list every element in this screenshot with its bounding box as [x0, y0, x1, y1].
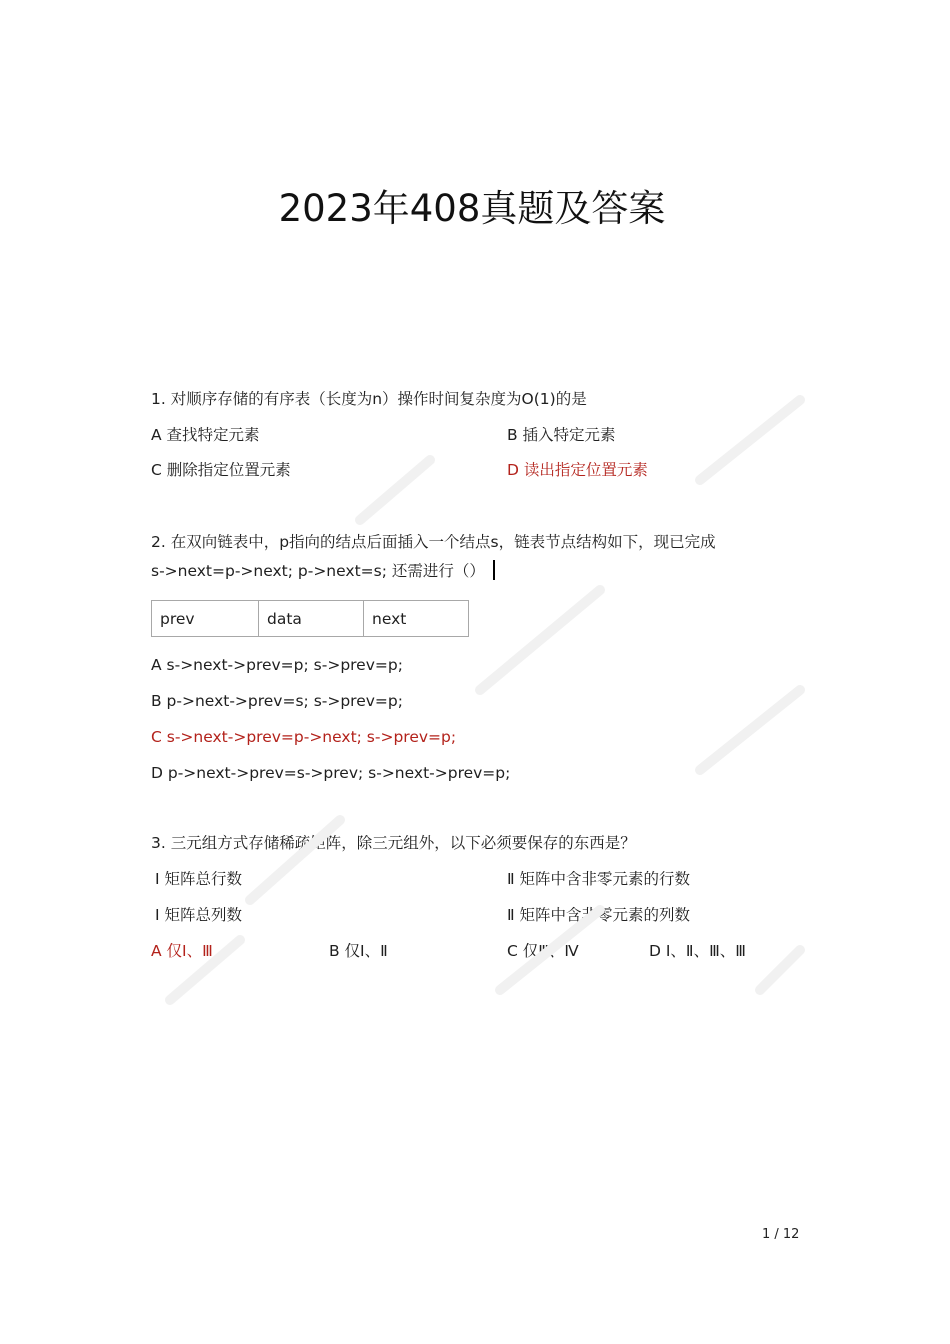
- question-1-option-d-answer: D 读出指定位置元素: [507, 461, 648, 479]
- question-3-option-a-answer: A 仅Ⅰ、Ⅲ: [151, 942, 213, 960]
- question-1-option-c: C 删除指定位置元素: [151, 461, 291, 479]
- list-node-structure-table: [151, 600, 469, 637]
- table-row: [152, 601, 469, 637]
- question-2-option-a: A s->next->prev=p; s->prev=p;: [151, 656, 403, 674]
- question-1-option-b: B 插入特定元素: [507, 426, 616, 444]
- question-3-item-3: Ⅰ 矩阵总列数: [155, 906, 242, 924]
- document-title: 2023年408真题及答案: [278, 187, 666, 230]
- question-3-item-2: Ⅱ 矩阵中含非零元素的行数: [507, 870, 691, 888]
- question-1-option-a: A 查找特定元素: [151, 426, 260, 444]
- page-indicator: 1 / 12: [762, 1227, 800, 1242]
- question-1-stem: 1. 对顺序存储的有序表（长度为n）操作时间复杂度为O(1)的是: [151, 390, 587, 408]
- question-2-stem-line-1: 2. 在双向链表中，p指向的结点后面插入一个结点s，链表节点结构如下，现已完成: [151, 533, 716, 551]
- node-field-data: data: [259, 601, 364, 637]
- text-cursor: [493, 560, 495, 580]
- question-2-option-d: D p->next->prev=s->prev; s->next->prev=p;: [151, 764, 511, 782]
- question-2-option-b: B p->next->prev=s; s->prev=p;: [151, 692, 403, 710]
- question-2-stem-text: s->next=p->next; p->next=s; 还需进行（）: [151, 562, 485, 580]
- node-field-prev: prev: [152, 601, 259, 637]
- question-3-item-4: Ⅱ 矩阵中含非零元素的列数: [507, 906, 691, 924]
- question-3-option-d: D Ⅰ、Ⅱ、Ⅲ、Ⅲ: [649, 942, 746, 960]
- question-3-item-1: Ⅰ 矩阵总行数: [155, 870, 242, 888]
- question-3-stem: 3. 三元组方式存储稀疏矩阵，除三元组外，以下必须要保存的东西是？: [151, 834, 636, 852]
- question-2-stem-line-2: [151, 560, 495, 581]
- question-2-option-c-answer: C s->next->prev=p->next; s->prev=p;: [151, 728, 457, 746]
- question-3-option-c: C 仅Ⅲ、Ⅳ: [507, 942, 579, 960]
- question-3-option-b: B 仅Ⅰ、Ⅱ: [329, 942, 388, 960]
- node-field-next: next: [364, 601, 469, 637]
